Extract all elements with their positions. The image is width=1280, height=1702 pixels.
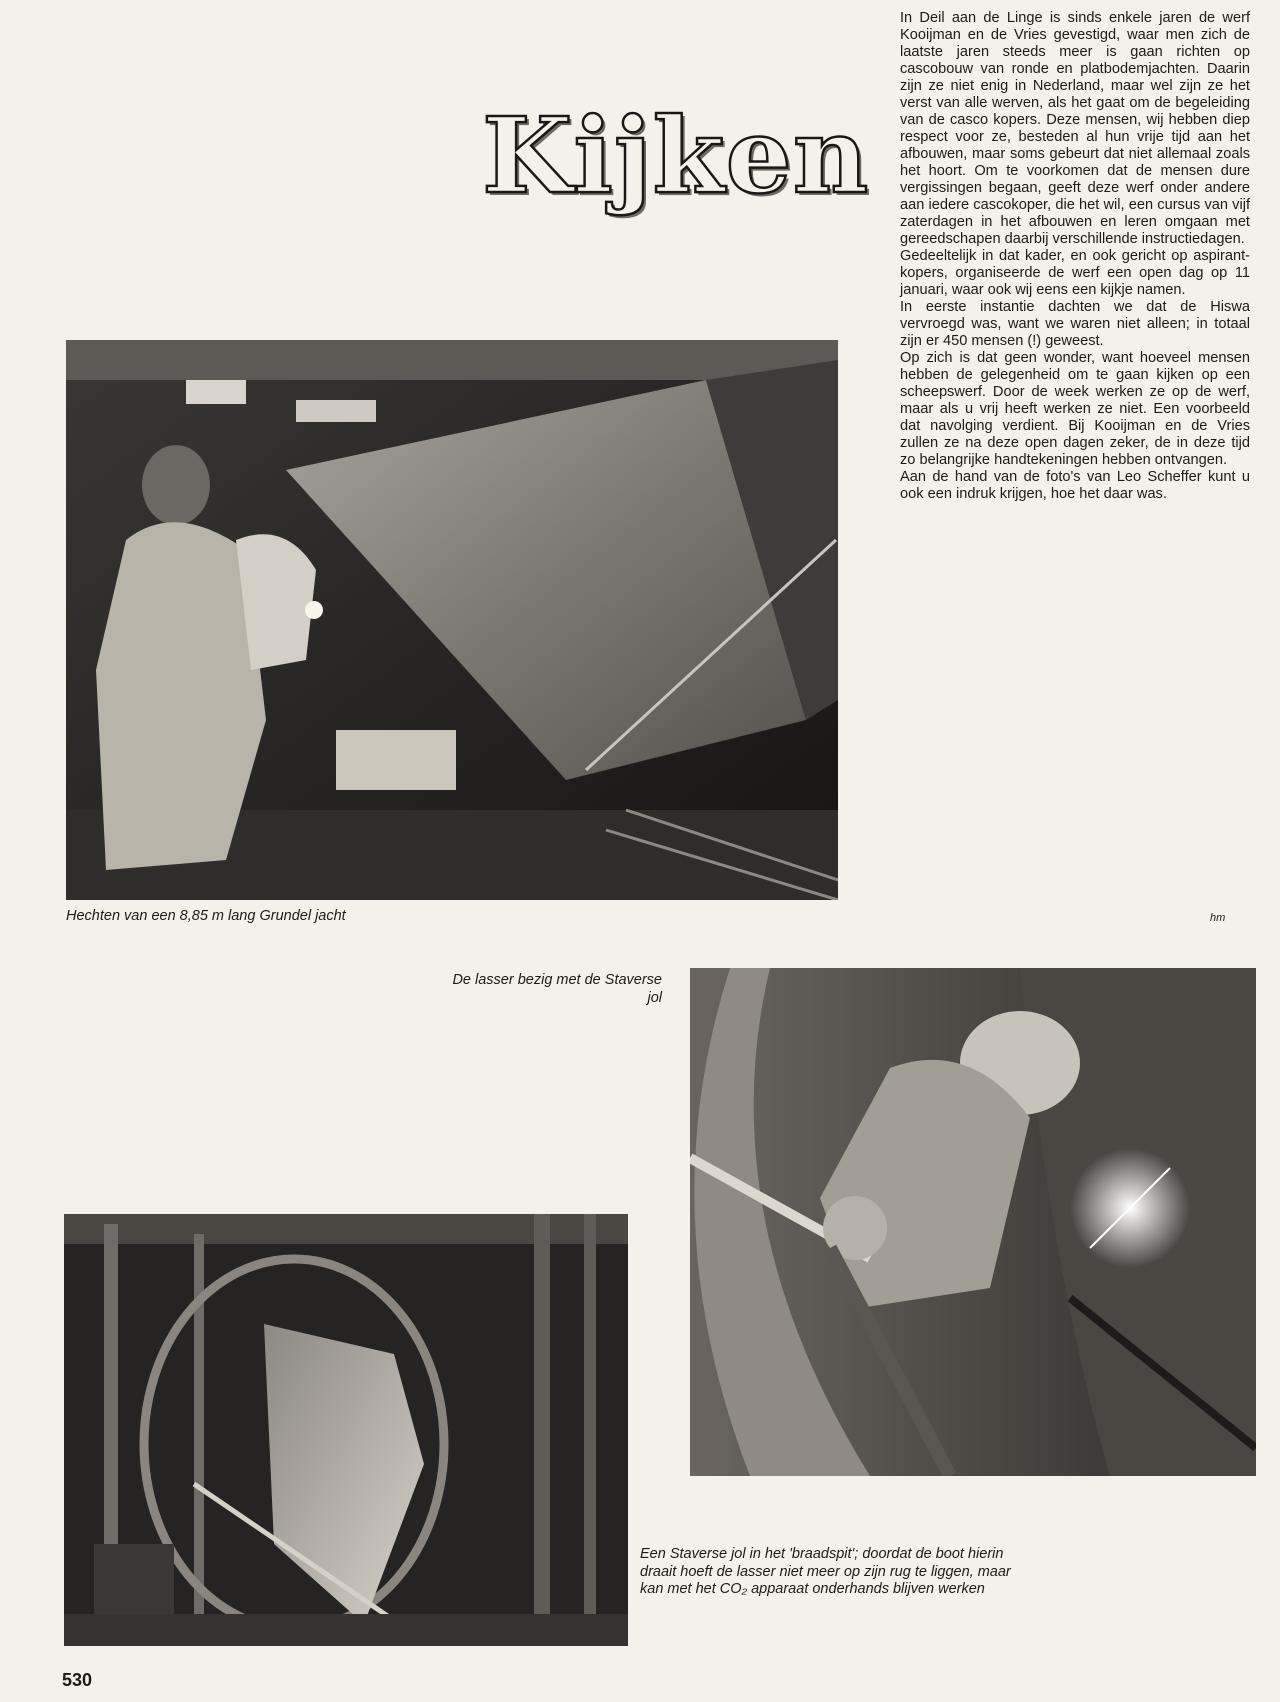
article-paragraph: Gedeeltelijk in dat kader, en ook gericht op aspirant-kopers, organiseerde de werf een open dag op 11 januari, waar ook wij eens een kijkje namen. — [900, 248, 1250, 298]
article-body — [900, 10, 1250, 503]
caption-photo1: Hechten van een 8,85 m lang Grundel jacht — [66, 908, 346, 924]
caption-photo2: De lasser bezig met de Staverse jol — [452, 972, 662, 1006]
article-paragraph: In eerste instantie dachten we dat de Hiswa vervroegd was, want we waren niet alleen; in totaal zijn er 450 mensen (!) geweest. — [900, 299, 1250, 349]
article-paragraph: In Deil aan de Linge is sinds enkele jaren de werf Kooijman en de Vries gevestigd, waar men zich de laatste jaren steeds meer is gaan richten op cascobouw van ronde en platbodemjachten. Daarin zijn ze niet enig in Nederland, maar wel zijn ze het verst van alle werven, als het gaat om de begeleiding van de casco kopers. Deze mensen, wij hebben diep respect voor ze, besteden al hun vrije tijd aan het afbouwen, maar soms gebeurt dat niet allemaal zoals het hoort. Om te voorkomen dat de mensen dure vergissingen begaan, geeft deze werf onder andere aan iedere cascokoper, die het wil, een cursus van vijf zaterdagen in het afbouwen en leren omgaan met gereedschapen daarbij verschillende instructiedagen. — [900, 10, 1250, 247]
article-title: Kijken — [482, 94, 870, 217]
caption-photo3: Een Staverse jol in het 'braadspit'; doordat de boot hierin draait hoeft de lasser niet meer op zijn rug te liggen, maar kan met het CO₂ apparaat onderhands blijven werken — [640, 1546, 1011, 1597]
photo-jol-rotisserie — [64, 1214, 628, 1646]
article-paragraph: Aan de hand van de foto's van Leo Scheffer kunt u ook een indruk krijgen, hoe het daar was. — [900, 469, 1250, 502]
page-number: 530 — [62, 1670, 93, 1690]
author-signature: hm — [1210, 912, 1226, 924]
photo-hull-welding — [66, 340, 838, 900]
article-paragraph: Op zich is dat geen wonder, want hoeveel mensen hebben de gelegenheid om te gaan kijken op een scheepswerf. Door de week werken ze op de werf, maar als u vrij heeft werken ze niet. Een voorbeeld dat navolging verdient. Bij Kooijman en de Vries zullen ze na deze open dagen zeker, de in deze tijd zo belangrijke handtekeningen hebben ontvangen. — [900, 350, 1250, 468]
photo-welder-closeup — [690, 968, 1256, 1476]
